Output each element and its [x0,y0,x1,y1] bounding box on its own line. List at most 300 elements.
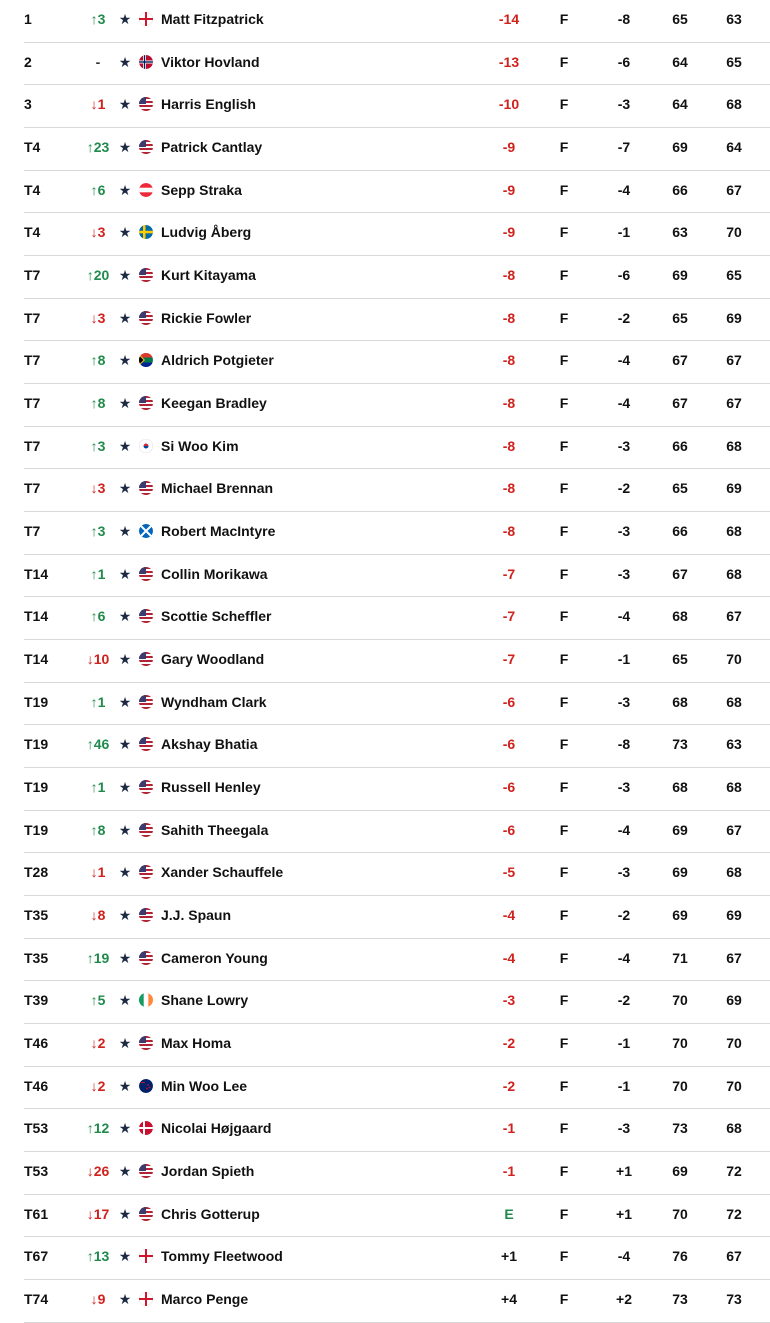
total-score: -6 [502,693,516,710]
movement-indicator: ↓10 [86,651,110,668]
total-score: -13 [498,53,520,70]
position: T19 [24,779,49,796]
round-1-score: 64 [672,53,688,70]
favorite-star-icon[interactable]: ★ [118,181,132,198]
favorite-star-icon[interactable]: ★ [118,608,132,625]
movement-indicator: ↑1 [90,693,106,710]
round-2-score: 69 [726,309,742,326]
player-name[interactable]: Si Woo Kim [161,437,239,454]
position: T19 [24,821,49,838]
leaderboard-row[interactable] [24,0,770,43]
position: T7 [24,437,41,454]
favorite-star-icon[interactable]: ★ [118,267,132,284]
thru: F [559,821,569,838]
player-name[interactable]: Akshay Bhatia [161,736,258,753]
favorite-star-icon[interactable]: ★ [118,224,132,241]
today-score: -3 [617,864,631,881]
thru: F [559,1291,569,1308]
leaderboard-row[interactable] [24,341,770,384]
favorite-star-icon[interactable]: ★ [118,480,132,497]
today-score: -6 [617,267,631,284]
round-2-score: 65 [726,267,742,284]
thru: F [559,267,569,284]
position: T4 [24,181,41,198]
total-score: -2 [502,1035,516,1052]
movement-indicator: ↓2 [90,1035,106,1052]
today-score: -3 [617,523,631,540]
round-2-score: 64 [726,139,742,156]
movement-indicator: ↑3 [90,437,106,454]
player-name[interactable]: Tommy Fleetwood [161,1248,283,1265]
thru: F [559,992,569,1009]
leaderboard-row[interactable] [24,1280,770,1323]
favorite-star-icon[interactable]: ★ [118,395,132,412]
leaderboard-row[interactable] [24,896,770,939]
position: T14 [24,565,49,582]
movement-indicator: ↑46 [86,736,110,753]
movement-indicator: ↑3 [90,523,106,540]
movement-indicator: ↑23 [86,139,110,156]
player-name[interactable]: Collin Morikawa [161,565,268,582]
total-score: -9 [502,224,516,241]
thru: F [559,139,569,156]
leaderboard-row[interactable] [24,43,770,86]
usa-flag-icon [139,567,153,581]
today-score: -3 [617,779,631,796]
round-2-score: 68 [726,96,742,113]
today-score: -2 [617,907,631,924]
round-1-score: 76 [672,1248,688,1265]
favorite-star-icon[interactable]: ★ [118,651,132,668]
round-2-score: 67 [726,821,742,838]
position: T7 [24,352,41,369]
round-2-score: 67 [726,1248,742,1265]
favorite-star-icon[interactable]: ★ [118,949,132,966]
round-2-score: 72 [726,1163,742,1180]
thru: F [559,96,569,113]
favorite-star-icon[interactable]: ★ [118,1077,132,1094]
player-name[interactable]: Cameron Young [161,949,268,966]
thru: F [559,181,569,198]
norway-flag-icon [139,55,153,69]
position: T19 [24,736,49,753]
leaderboard-row[interactable] [24,768,770,811]
round-2-score: 68 [726,779,742,796]
total-score: -6 [502,736,516,753]
usa-flag-icon [139,1164,153,1178]
round-1-score: 67 [672,565,688,582]
leaderboard-row[interactable] [24,1152,770,1195]
sweden-flag-icon [139,225,153,239]
leaderboard-row[interactable] [24,725,770,768]
round-1-score: 73 [672,1291,688,1308]
total-score: +1 [501,1248,517,1265]
leaderboard-row[interactable] [24,1024,770,1067]
movement-indicator: ↑6 [90,608,106,625]
thru: F [559,1163,569,1180]
round-1-score: 69 [672,864,688,881]
round-1-score: 70 [672,1035,688,1052]
round-1-score: 69 [672,1163,688,1180]
thru: F [559,949,569,966]
usa-flag-icon [139,1207,153,1221]
leaderboard-row[interactable] [24,213,770,256]
round-1-score: 65 [672,11,688,27]
movement-indicator: ↓26 [86,1163,110,1180]
player-name[interactable]: Matt Fitzpatrick [161,11,264,27]
thru: F [559,1077,569,1094]
favorite-star-icon[interactable]: ★ [118,437,132,454]
usa-flag-icon [139,908,153,922]
usa-flag-icon [139,311,153,325]
total-score: -14 [498,11,520,27]
thru: F [559,53,569,70]
total-score: -1 [502,1120,516,1137]
usa-flag-icon [139,140,153,154]
thru: F [559,224,569,241]
favorite-star-icon[interactable]: ★ [118,11,132,27]
today-score: -1 [617,1077,631,1094]
round-1-score: 66 [672,437,688,454]
leaderboard-row[interactable] [24,256,770,299]
today-score: -3 [617,437,631,454]
position: T14 [24,608,49,625]
leaderboard-row[interactable] [24,683,770,726]
position: T35 [24,949,49,966]
favorite-star-icon[interactable]: ★ [118,1205,132,1222]
round-2-score: 70 [726,1077,742,1094]
player-name[interactable]: Harris English [161,96,256,113]
round-2-score: 63 [726,736,742,753]
thru: F [559,736,569,753]
favorite-star-icon[interactable]: ★ [118,864,132,881]
usa-flag-icon [139,780,153,794]
round-1-score: 70 [672,1205,688,1222]
leaderboard-row[interactable] [24,853,770,896]
movement-indicator: ↑8 [90,821,106,838]
usa-flag-icon [139,268,153,282]
leaderboard-row[interactable] [24,1195,770,1238]
player-name[interactable]: Gary Woodland [161,651,265,668]
total-score: -7 [502,565,516,582]
player-name[interactable]: Sepp Straka [161,181,242,198]
england-flag-icon [139,1292,153,1306]
round-1-score: 69 [672,139,688,156]
leaderboard-row[interactable] [24,427,770,470]
austria-flag-icon [139,183,153,197]
round-1-score: 69 [672,907,688,924]
position: 1 [24,11,32,27]
thru: F [559,1035,569,1052]
movement-indicator: ↑8 [90,395,106,412]
player-name[interactable]: Michael Brennan [161,480,274,497]
player-name[interactable]: Jordan Spieth [161,1163,255,1180]
today-score: -4 [617,608,631,625]
round-2-score: 68 [726,1120,742,1137]
round-2-score: 70 [726,1035,742,1052]
round-1-score: 69 [672,821,688,838]
leaderboard-row[interactable] [24,939,770,982]
round-2-score: 69 [726,480,742,497]
player-name[interactable]: Min Woo Lee [161,1077,248,1094]
player-name[interactable]: Chris Gotterup [161,1205,260,1222]
movement-indicator: ↑20 [86,267,110,284]
round-2-score: 67 [726,608,742,625]
movement-indicator: ↓9 [90,1291,106,1308]
favorite-star-icon[interactable]: ★ [118,821,132,838]
leaderboard-row[interactable] [24,640,770,683]
round-1-score: 68 [672,608,688,625]
favorite-star-icon[interactable]: ★ [118,907,132,924]
player-name[interactable]: Patrick Cantlay [161,139,263,156]
leaderboard-row[interactable] [24,981,770,1024]
round-2-score: 67 [726,352,742,369]
player-name[interactable]: Shane Lowry [161,992,249,1009]
thru: F [559,608,569,625]
today-score: -4 [617,821,631,838]
usa-flag-icon [139,695,153,709]
usa-flag-icon [139,97,153,111]
round-1-score: 65 [672,309,688,326]
leaderboard-row[interactable] [24,128,770,171]
today-score: +1 [616,1205,632,1222]
position: T14 [24,651,49,668]
position: T7 [24,267,41,284]
favorite-star-icon[interactable]: ★ [118,139,132,156]
denmark-flag-icon [139,1121,153,1135]
player-name[interactable]: Nicolai Højgaard [161,1120,272,1137]
thru: F [559,523,569,540]
leaderboard-row[interactable] [24,555,770,598]
scotland-flag-icon [139,524,153,538]
favorite-star-icon[interactable]: ★ [118,779,132,796]
today-score: -4 [617,352,631,369]
thru: F [559,1120,569,1137]
movement-indicator: ↑6 [90,181,106,198]
movement-indicator: ↓3 [90,480,106,497]
korea-flag-icon [139,439,153,453]
favorite-star-icon[interactable]: ★ [118,523,132,540]
total-score: -1 [502,1163,516,1180]
favorite-star-icon[interactable]: ★ [118,565,132,582]
favorite-star-icon[interactable]: ★ [118,309,132,326]
player-name[interactable]: Ludvig Åberg [161,224,252,241]
round-1-score: 70 [672,1077,688,1094]
thru: F [559,864,569,881]
today-score: -7 [617,139,631,156]
position: T4 [24,139,41,156]
total-score: -8 [502,267,516,284]
player-name[interactable]: Xander Schauffele [161,864,284,881]
position: T61 [24,1205,49,1222]
round-2-score: 63 [726,11,742,27]
position: T35 [24,907,49,924]
today-score: -3 [617,693,631,710]
thru: F [559,437,569,454]
position: T4 [24,224,41,241]
position: T67 [24,1248,49,1265]
position: T46 [24,1035,49,1052]
movement-indicator: ↓2 [90,1077,106,1094]
total-score: -6 [502,779,516,796]
favorite-star-icon[interactable]: ★ [118,1291,132,1308]
leaderboard-row[interactable] [24,1109,770,1152]
player-name[interactable]: Viktor Hovland [161,53,260,70]
thru: F [559,480,569,497]
player-name[interactable]: Robert MacIntyre [161,523,276,540]
player-name[interactable]: Aldrich Potgieter [161,352,274,369]
usa-flag-icon [139,1036,153,1050]
player-name[interactable]: Kurt Kitayama [161,267,256,284]
movement-indicator: - [95,53,101,70]
round-1-score: 73 [672,736,688,753]
favorite-star-icon[interactable]: ★ [118,1120,132,1137]
today-score: -4 [617,949,631,966]
total-score: -8 [502,480,516,497]
today-score: -1 [617,651,631,668]
today-score: -8 [617,736,631,753]
total-score: -8 [502,352,516,369]
round-2-score: 68 [726,523,742,540]
favorite-star-icon[interactable]: ★ [118,736,132,753]
leaderboard-row[interactable] [24,384,770,427]
round-1-score: 68 [672,779,688,796]
player-name[interactable]: Scottie Scheffler [161,608,272,625]
round-2-score: 73 [726,1291,742,1308]
round-1-score: 63 [672,224,688,241]
favorite-star-icon[interactable]: ★ [118,1163,132,1180]
usa-flag-icon [139,652,153,666]
round-2-score: 68 [726,864,742,881]
round-1-score: 67 [672,395,688,412]
player-name[interactable]: Max Homa [161,1035,232,1052]
leaderboard-row[interactable] [24,85,770,128]
position: T53 [24,1120,49,1137]
player-name[interactable]: Marco Penge [161,1291,249,1308]
today-score: -4 [617,395,631,412]
movement-indicator: ↓3 [90,309,106,326]
player-name[interactable]: Russell Henley [161,779,261,796]
position: T53 [24,1163,49,1180]
position: 3 [24,96,32,113]
today-score: -2 [617,309,631,326]
today-score: -8 [617,11,631,27]
leaderboard-row[interactable] [24,171,770,214]
thru: F [559,352,569,369]
movement-indicator: ↑19 [86,949,110,966]
leaderboard-row[interactable] [24,512,770,555]
round-1-score: 65 [672,651,688,668]
round-1-score: 65 [672,480,688,497]
movement-indicator: ↓1 [90,96,106,113]
position: T7 [24,480,41,497]
movement-indicator: ↑8 [90,352,106,369]
leaderboard-row[interactable] [24,811,770,854]
player-name[interactable]: Wyndham Clark [161,693,267,710]
today-score: -2 [617,480,631,497]
favorite-star-icon[interactable]: ★ [118,992,132,1009]
movement-indicator: ↓1 [90,864,106,881]
movement-indicator: ↑1 [90,565,106,582]
round-1-score: 66 [672,523,688,540]
round-2-score: 67 [726,395,742,412]
total-score: -2 [502,1077,516,1094]
usa-flag-icon [139,609,153,623]
position: T39 [24,992,49,1009]
total-score: -8 [502,395,516,412]
thru: F [559,309,569,326]
movement-indicator: ↓3 [90,224,106,241]
movement-indicator: ↓8 [90,907,106,924]
player-name[interactable]: J.J. Spaun [161,907,232,924]
total-score: E [504,1205,514,1222]
round-2-score: 67 [726,949,742,966]
leaderboard-row[interactable] [24,1237,770,1280]
player-name[interactable]: Keegan Bradley [161,395,267,412]
today-score: -4 [617,181,631,198]
favorite-star-icon[interactable]: ★ [118,1248,132,1265]
total-score: -4 [502,907,516,924]
total-score: -3 [502,992,516,1009]
round-2-score: 69 [726,992,742,1009]
round-2-score: 68 [726,565,742,582]
thru: F [559,565,569,582]
south-africa-flag-icon [139,353,153,367]
usa-flag-icon [139,951,153,965]
round-2-score: 70 [726,224,742,241]
player-name[interactable]: Rickie Fowler [161,309,252,326]
thru: F [559,395,569,412]
favorite-star-icon[interactable]: ★ [118,53,132,70]
thru: F [559,11,569,27]
player-name[interactable]: Sahith Theegala [161,821,269,838]
favorite-star-icon[interactable]: ★ [118,352,132,369]
position: T46 [24,1077,49,1094]
total-score: -8 [502,523,516,540]
total-score: -8 [502,437,516,454]
usa-flag-icon [139,481,153,495]
thru: F [559,693,569,710]
position: T28 [24,864,49,881]
today-score: +2 [616,1291,632,1308]
favorite-star-icon[interactable]: ★ [118,96,132,113]
position: T7 [24,309,41,326]
thru: F [559,1248,569,1265]
thru: F [559,651,569,668]
round-1-score: 71 [672,949,688,966]
leaderboard-row[interactable] [24,597,770,640]
movement-indicator: ↑3 [90,11,106,27]
today-score: -2 [617,992,631,1009]
usa-flag-icon [139,737,153,751]
round-2-score: 65 [726,53,742,70]
usa-flag-icon [139,396,153,410]
leaderboard-row[interactable] [24,469,770,512]
leaderboard-row[interactable] [24,1067,770,1110]
movement-indicator: ↑12 [86,1120,110,1137]
total-score: -6 [502,821,516,838]
round-1-score: 70 [672,992,688,1009]
total-score: -8 [502,309,516,326]
england-flag-icon [139,12,153,26]
leaderboard-row[interactable] [24,299,770,342]
favorite-star-icon[interactable]: ★ [118,1035,132,1052]
position: T7 [24,523,41,540]
today-score: -3 [617,1120,631,1137]
favorite-star-icon[interactable]: ★ [118,693,132,710]
position: T19 [24,693,49,710]
total-score: -7 [502,651,516,668]
